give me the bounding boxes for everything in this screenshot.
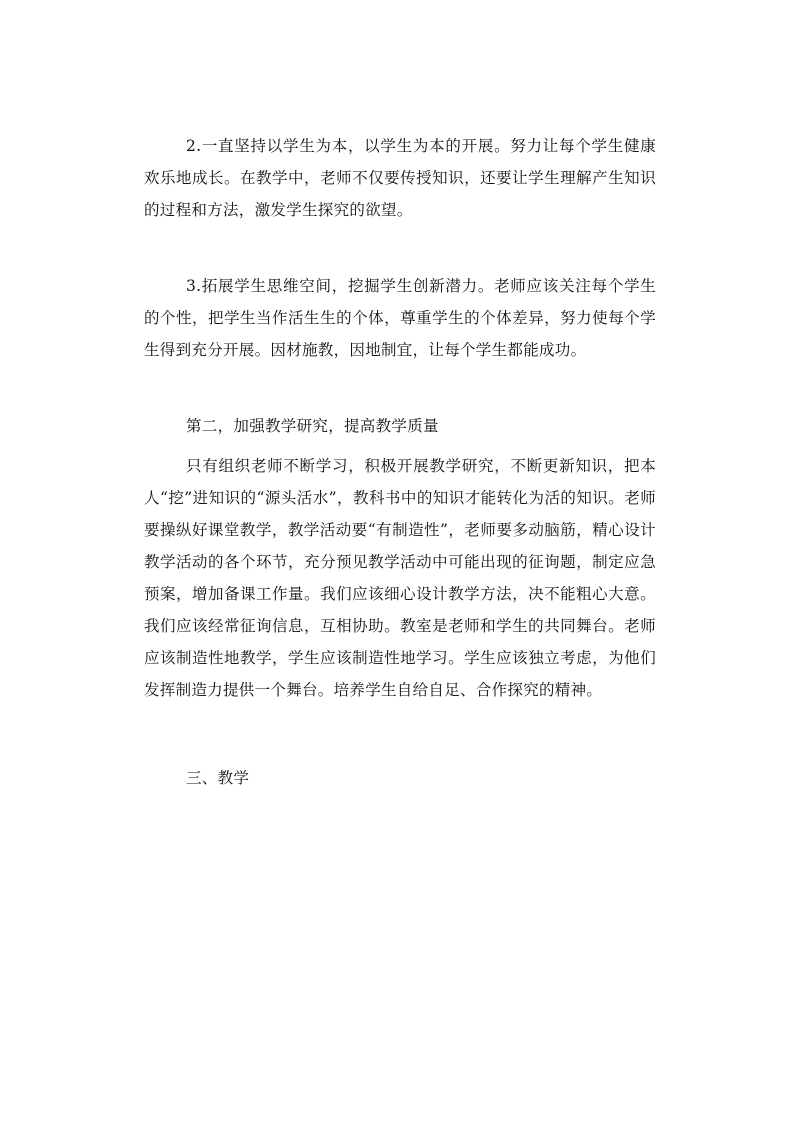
paragraph-item-3: 3.拓展学生思维空间，挖掘学生创新潜力。老师应该关注每个学生的个性，把学生当作活生生的个体，尊重学生的个体差异，努力使每个学生得到充分开展。因材施教，因地制宜，让每个学生都能成功。 — [144, 277, 656, 359]
section-heading-second: 第二，加强教学研究，提高教学质量 — [186, 417, 439, 435]
paragraph-item-2: 2.一直坚持以学生为本，以学生为本的开展。努力让每个学生健康欢乐地成长。在教学中，老师不仅要传授知识，还要让学生理解产生知识的过程和方法，激发学生探究的欲望。 — [144, 137, 656, 219]
section-heading-three: 三、教学 — [186, 769, 250, 787]
paragraph-teaching-research: 只有组织老师不断学习，积极开展教学研究，不断更新知识，把本人“挖”进知识的“源头活水”，教科书中的知识才能转化为活的知识。老师要操纵好课堂教学，教学活动要“有制造性”，老师要多动脑筋，精心设计教学活动的各个环节，充分预见教学活动中可能出现的征询题，制定应急预案，增加备课工作量。我们应该细心设计教学方法，决不能粗心大意。我们应该经常征询信息，互相协助。教室是老师和学生的共同舞台。老师应该制造性地教学，学生应该制造性地学习。学生应该独立考虑，为他们发挥制造力提供一个舞台。培养学生自给自足、合作探究的精神。 — [144, 457, 656, 699]
